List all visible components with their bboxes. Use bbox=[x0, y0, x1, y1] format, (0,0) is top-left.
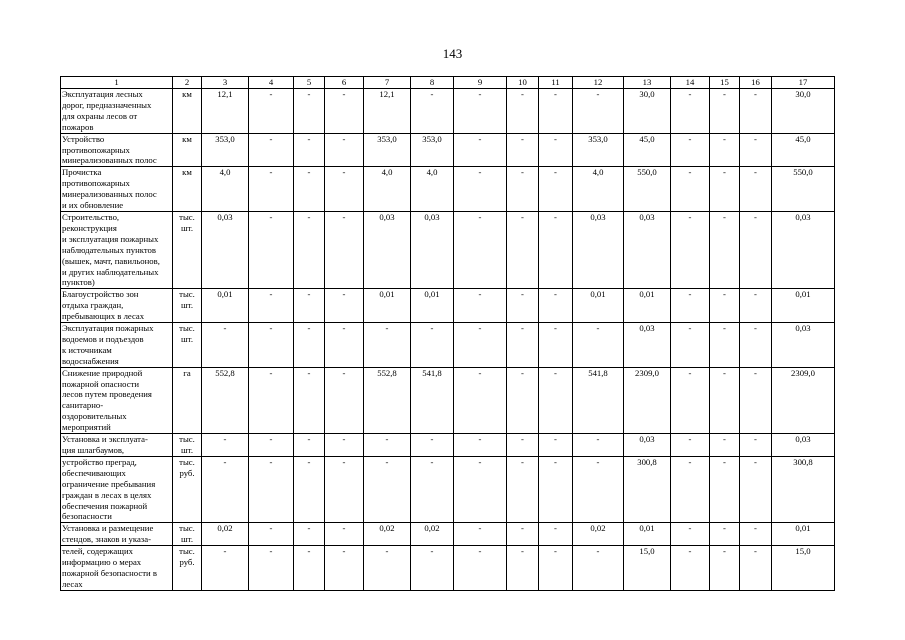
value-cell: - bbox=[364, 456, 411, 522]
unit-line: га bbox=[183, 367, 191, 378]
value-cell: 353,0 bbox=[411, 133, 454, 167]
value-cell: - bbox=[710, 89, 740, 134]
value-cell: - bbox=[710, 289, 740, 323]
value-cell: - bbox=[507, 523, 539, 546]
value-cell: - bbox=[740, 211, 772, 288]
table-row bbox=[61, 167, 835, 212]
value-cell: - bbox=[539, 133, 573, 167]
activity-line: Эксплуатация лесных bbox=[62, 89, 143, 99]
value-cell: - bbox=[507, 211, 539, 288]
unit-line: км bbox=[182, 167, 192, 178]
value-cell: - bbox=[454, 289, 507, 323]
activity-line: пунктов) bbox=[62, 277, 95, 288]
activity-line: ограничение пребывания bbox=[62, 478, 156, 489]
value-cell: 0,03 bbox=[573, 211, 624, 288]
value-cell: 0,03 bbox=[202, 211, 249, 288]
value-cell: - bbox=[740, 323, 772, 368]
value-cell: - bbox=[364, 323, 411, 368]
activity-line: минерализованных полос bbox=[62, 189, 157, 200]
value-cell: - bbox=[507, 133, 539, 167]
unit-line: шт. bbox=[180, 333, 193, 344]
value-cell: - bbox=[710, 546, 740, 591]
value-cell: 0,03 bbox=[772, 211, 835, 288]
forest-fire-measures-table bbox=[60, 76, 835, 591]
activity-line: оздоровительных bbox=[62, 411, 127, 422]
activity-line: устройство преград, bbox=[62, 456, 137, 467]
value-cell: - bbox=[454, 133, 507, 167]
value-cell: - bbox=[249, 546, 294, 591]
value-cell: - bbox=[202, 456, 249, 522]
value-cell: 0,03 bbox=[624, 211, 671, 288]
value-cell: - bbox=[325, 456, 364, 522]
value-cell: - bbox=[454, 167, 507, 212]
activity-cell bbox=[61, 89, 173, 134]
value-cell: - bbox=[671, 523, 710, 546]
value-cell: - bbox=[671, 456, 710, 522]
unit-line: тыс. bbox=[179, 289, 195, 300]
activity-line: Установка и эксплуата- bbox=[62, 434, 148, 445]
unit-line: км bbox=[182, 133, 192, 144]
value-cell: 0,01 bbox=[202, 289, 249, 323]
value-cell: - bbox=[454, 367, 507, 433]
value-cell: 0,03 bbox=[411, 211, 454, 288]
activity-line: Снижение природной bbox=[62, 367, 143, 378]
value-cell: 550,0 bbox=[624, 167, 671, 212]
unit-line: км bbox=[182, 89, 192, 99]
value-cell: - bbox=[411, 456, 454, 522]
value-cell: - bbox=[539, 456, 573, 522]
unit-cell bbox=[173, 367, 202, 433]
value-cell: - bbox=[249, 323, 294, 368]
activity-line: граждан в лесах в целях bbox=[62, 489, 152, 500]
value-cell: - bbox=[294, 456, 325, 522]
value-cell: - bbox=[507, 546, 539, 591]
activity-cell bbox=[61, 133, 173, 167]
unit-line: руб. bbox=[179, 467, 195, 478]
activity-line: ция шлагбаумов, bbox=[62, 445, 125, 455]
value-cell: - bbox=[411, 323, 454, 368]
value-cell: - bbox=[249, 456, 294, 522]
value-cell: - bbox=[671, 89, 710, 134]
value-cell: - bbox=[710, 456, 740, 522]
unit-line: тыс. bbox=[179, 546, 195, 557]
value-cell: 552,8 bbox=[202, 367, 249, 433]
value-cell: - bbox=[710, 434, 740, 457]
value-cell: 30,0 bbox=[624, 89, 671, 134]
value-cell: 0,02 bbox=[573, 523, 624, 546]
activity-line: Строительство, bbox=[62, 211, 120, 222]
value-cell: 0,03 bbox=[624, 434, 671, 457]
value-cell: 4,0 bbox=[411, 167, 454, 212]
value-cell: - bbox=[411, 434, 454, 457]
activity-line: мероприятий bbox=[62, 422, 111, 433]
column-number-10: 10 bbox=[507, 77, 539, 89]
activity-cell bbox=[61, 367, 173, 433]
value-cell: - bbox=[740, 167, 772, 212]
column-number-12: 12 bbox=[573, 77, 624, 89]
activity-line: пожаров bbox=[62, 121, 94, 132]
activity-line: минерализованных полос bbox=[62, 155, 157, 166]
value-cell: - bbox=[573, 546, 624, 591]
activity-line: обеспечивающих bbox=[62, 467, 126, 478]
value-cell: - bbox=[454, 89, 507, 134]
value-cell: - bbox=[671, 167, 710, 212]
value-cell: - bbox=[740, 523, 772, 546]
value-cell: 0,03 bbox=[624, 323, 671, 368]
value-cell: - bbox=[539, 289, 573, 323]
value-cell: - bbox=[325, 523, 364, 546]
column-number-6: 6 bbox=[325, 77, 364, 89]
activity-line: Устройство bbox=[62, 133, 105, 144]
value-cell: 0,02 bbox=[364, 523, 411, 546]
value-cell: - bbox=[539, 367, 573, 433]
value-cell: 0,01 bbox=[624, 289, 671, 323]
table-row bbox=[61, 456, 835, 522]
activity-cell bbox=[61, 167, 173, 212]
value-cell: - bbox=[249, 367, 294, 433]
value-cell: 15,0 bbox=[772, 546, 835, 591]
table-row bbox=[61, 323, 835, 368]
value-cell: - bbox=[573, 89, 624, 134]
value-cell: - bbox=[539, 167, 573, 212]
value-cell: - bbox=[539, 523, 573, 546]
activity-line: дорог, предназначенных bbox=[62, 99, 152, 110]
activity-line: Прочистка bbox=[62, 167, 102, 178]
value-cell: 0,03 bbox=[772, 323, 835, 368]
activity-line: противопожарных bbox=[62, 144, 130, 155]
column-number-11: 11 bbox=[539, 77, 573, 89]
unit-cell bbox=[173, 167, 202, 212]
value-cell: - bbox=[740, 133, 772, 167]
value-cell: - bbox=[325, 167, 364, 212]
value-cell: - bbox=[671, 367, 710, 433]
unit-line: шт. bbox=[180, 445, 193, 455]
value-cell: - bbox=[294, 546, 325, 591]
column-number-9: 9 bbox=[454, 77, 507, 89]
value-cell: - bbox=[539, 323, 573, 368]
value-cell: 0,01 bbox=[624, 523, 671, 546]
activity-line: и их обновление bbox=[62, 200, 124, 211]
unit-cell bbox=[173, 434, 202, 457]
value-cell: - bbox=[507, 167, 539, 212]
value-cell: - bbox=[202, 323, 249, 368]
activity-line: Благоустройство зон bbox=[62, 289, 139, 300]
value-cell: - bbox=[710, 211, 740, 288]
value-cell: 0,03 bbox=[772, 434, 835, 457]
activity-line: санитарно- bbox=[62, 400, 104, 411]
value-cell: - bbox=[249, 167, 294, 212]
value-cell: 0,03 bbox=[364, 211, 411, 288]
value-cell: - bbox=[507, 289, 539, 323]
activity-line: стендов, знаков и указа- bbox=[62, 534, 151, 545]
value-cell: - bbox=[325, 434, 364, 457]
unit-cell bbox=[173, 456, 202, 522]
value-cell: - bbox=[740, 289, 772, 323]
table-row bbox=[61, 367, 835, 433]
value-cell: - bbox=[325, 89, 364, 134]
value-cell: 353,0 bbox=[202, 133, 249, 167]
column-number-7: 7 bbox=[364, 77, 411, 89]
value-cell: 12,1 bbox=[202, 89, 249, 134]
value-cell: 15,0 bbox=[624, 546, 671, 591]
value-cell: 300,8 bbox=[772, 456, 835, 522]
value-cell: - bbox=[325, 546, 364, 591]
activity-line: лесов путем проведения bbox=[62, 389, 152, 400]
activity-cell bbox=[61, 211, 173, 288]
activity-cell bbox=[61, 289, 173, 323]
value-cell: - bbox=[325, 211, 364, 288]
column-number-row bbox=[61, 77, 835, 89]
column-number-13: 13 bbox=[624, 77, 671, 89]
value-cell: 0,01 bbox=[573, 289, 624, 323]
value-cell: - bbox=[249, 289, 294, 323]
unit-cell bbox=[173, 546, 202, 591]
value-cell: - bbox=[507, 89, 539, 134]
value-cell: - bbox=[454, 523, 507, 546]
value-cell: - bbox=[454, 546, 507, 591]
value-cell: - bbox=[671, 546, 710, 591]
value-cell: - bbox=[671, 133, 710, 167]
value-cell: - bbox=[507, 434, 539, 457]
value-cell: 550,0 bbox=[772, 167, 835, 212]
unit-cell bbox=[173, 211, 202, 288]
value-cell: - bbox=[573, 434, 624, 457]
value-cell: - bbox=[671, 211, 710, 288]
value-cell: 353,0 bbox=[364, 133, 411, 167]
activity-cell bbox=[61, 434, 173, 457]
value-cell: - bbox=[539, 89, 573, 134]
unit-line: шт. bbox=[180, 534, 193, 545]
value-cell: 541,8 bbox=[573, 367, 624, 433]
value-cell: - bbox=[710, 133, 740, 167]
activity-line: реконструкция bbox=[62, 222, 117, 233]
column-number-16: 16 bbox=[740, 77, 772, 89]
value-cell: - bbox=[294, 367, 325, 433]
value-cell: - bbox=[539, 211, 573, 288]
value-cell: - bbox=[294, 289, 325, 323]
activity-line: информацию о мерах bbox=[62, 557, 142, 568]
table-row bbox=[61, 434, 835, 457]
value-cell: - bbox=[454, 323, 507, 368]
value-cell: - bbox=[454, 211, 507, 288]
unit-cell bbox=[173, 89, 202, 134]
value-cell: - bbox=[507, 456, 539, 522]
value-cell: - bbox=[249, 89, 294, 134]
value-cell: - bbox=[325, 289, 364, 323]
page-number: 143 bbox=[442, 46, 463, 61]
value-cell: - bbox=[294, 133, 325, 167]
value-cell: - bbox=[710, 523, 740, 546]
column-number-5: 5 bbox=[294, 77, 325, 89]
activity-line: отдыха граждан, bbox=[62, 300, 124, 311]
unit-line: руб. bbox=[179, 557, 195, 568]
value-cell: - bbox=[294, 211, 325, 288]
activity-line: водоснабжения bbox=[62, 355, 119, 366]
table-row bbox=[61, 523, 835, 546]
column-number-4: 4 bbox=[249, 77, 294, 89]
value-cell: 0,02 bbox=[202, 523, 249, 546]
value-cell: 541,8 bbox=[411, 367, 454, 433]
value-cell: - bbox=[411, 546, 454, 591]
value-cell: - bbox=[249, 133, 294, 167]
value-cell: - bbox=[202, 546, 249, 591]
column-number-17: 17 bbox=[772, 77, 835, 89]
activity-cell bbox=[61, 523, 173, 546]
unit-line: тыс. bbox=[179, 523, 195, 534]
column-number-15: 15 bbox=[710, 77, 740, 89]
value-cell: - bbox=[573, 456, 624, 522]
activity-cell bbox=[61, 456, 173, 522]
unit-line: тыс. bbox=[179, 456, 195, 467]
column-number-14: 14 bbox=[671, 77, 710, 89]
value-cell: - bbox=[325, 367, 364, 433]
value-cell: 552,8 bbox=[364, 367, 411, 433]
value-cell: - bbox=[740, 89, 772, 134]
activity-line: телей, содержащих bbox=[62, 546, 133, 557]
value-cell: - bbox=[294, 434, 325, 457]
activity-line: безопасности bbox=[62, 511, 112, 522]
unit-line: тыс. bbox=[179, 211, 195, 222]
activity-cell bbox=[61, 323, 173, 368]
value-cell: - bbox=[573, 323, 624, 368]
value-cell: 45,0 bbox=[624, 133, 671, 167]
value-cell: - bbox=[740, 367, 772, 433]
value-cell: - bbox=[249, 211, 294, 288]
activity-line: наблюдательных пунктов bbox=[62, 244, 156, 255]
activity-line: и других наблюдательных bbox=[62, 266, 159, 277]
value-cell: 300,8 bbox=[624, 456, 671, 522]
value-cell: - bbox=[294, 89, 325, 134]
activity-line: пребывающих в лесах bbox=[62, 311, 145, 322]
unit-line: тыс. bbox=[179, 434, 195, 445]
column-number-1: 1 bbox=[61, 77, 173, 89]
column-number-2: 2 bbox=[173, 77, 202, 89]
unit-cell bbox=[173, 289, 202, 323]
value-cell: 2309,0 bbox=[624, 367, 671, 433]
activity-line: для охраны лесов от bbox=[62, 110, 138, 121]
activity-line: обеспечения пожарной bbox=[62, 500, 148, 511]
unit-line: шт. bbox=[180, 300, 193, 311]
unit-cell bbox=[173, 133, 202, 167]
value-cell: - bbox=[740, 434, 772, 457]
value-cell: 4,0 bbox=[364, 167, 411, 212]
value-cell: - bbox=[740, 546, 772, 591]
value-cell: - bbox=[294, 323, 325, 368]
table-row bbox=[61, 289, 835, 323]
value-cell: 0,01 bbox=[772, 289, 835, 323]
table-row bbox=[61, 89, 835, 134]
value-cell: - bbox=[507, 323, 539, 368]
unit-cell bbox=[173, 523, 202, 546]
value-cell: 0,01 bbox=[364, 289, 411, 323]
value-cell: - bbox=[249, 523, 294, 546]
activity-line: (вышек, мачт, павильонов, bbox=[62, 255, 160, 266]
value-cell: 30,0 bbox=[772, 89, 835, 134]
value-cell: - bbox=[671, 323, 710, 368]
value-cell: - bbox=[364, 434, 411, 457]
value-cell: - bbox=[671, 434, 710, 457]
value-cell: - bbox=[454, 456, 507, 522]
value-cell: 4,0 bbox=[202, 167, 249, 212]
unit-line: шт. bbox=[180, 222, 193, 233]
unit-line: тыс. bbox=[179, 323, 195, 334]
activity-line: пожарной безопасности в bbox=[62, 567, 157, 578]
value-cell: - bbox=[671, 289, 710, 323]
value-cell: 0,01 bbox=[411, 289, 454, 323]
unit-cell bbox=[173, 323, 202, 368]
value-cell: 0,02 bbox=[411, 523, 454, 546]
value-cell: - bbox=[202, 434, 249, 457]
value-cell: - bbox=[294, 523, 325, 546]
value-cell: - bbox=[539, 434, 573, 457]
column-number-3: 3 bbox=[202, 77, 249, 89]
value-cell: - bbox=[411, 89, 454, 134]
value-cell: - bbox=[710, 167, 740, 212]
value-cell: - bbox=[507, 367, 539, 433]
value-cell: - bbox=[294, 167, 325, 212]
value-cell: - bbox=[454, 434, 507, 457]
value-cell: 0,01 bbox=[772, 523, 835, 546]
value-cell: 4,0 bbox=[573, 167, 624, 212]
column-number-8: 8 bbox=[411, 77, 454, 89]
activity-line: к источникам bbox=[62, 344, 112, 355]
table-row bbox=[61, 546, 835, 591]
activity-line: лесах bbox=[62, 578, 83, 589]
value-cell: 353,0 bbox=[573, 133, 624, 167]
activity-cell bbox=[61, 546, 173, 591]
value-cell: - bbox=[325, 133, 364, 167]
activity-line: Эксплуатация пожарных bbox=[62, 323, 154, 334]
value-cell: - bbox=[249, 434, 294, 457]
value-cell: - bbox=[710, 323, 740, 368]
value-cell: - bbox=[539, 546, 573, 591]
value-cell: - bbox=[325, 323, 364, 368]
value-cell: 12,1 bbox=[364, 89, 411, 134]
value-cell: 45,0 bbox=[772, 133, 835, 167]
value-cell: - bbox=[710, 367, 740, 433]
value-cell: - bbox=[740, 456, 772, 522]
table-row bbox=[61, 211, 835, 288]
value-cell: - bbox=[364, 546, 411, 591]
activity-line: и эксплуатация пожарных bbox=[62, 233, 159, 244]
table-row bbox=[61, 133, 835, 167]
value-cell: 2309,0 bbox=[772, 367, 835, 433]
activity-line: Установка и размещение bbox=[62, 523, 154, 534]
activity-line: водоемов и подъездов bbox=[62, 333, 144, 344]
activity-line: пожарной опасности bbox=[62, 378, 140, 389]
activity-line: противопожарных bbox=[62, 178, 130, 189]
